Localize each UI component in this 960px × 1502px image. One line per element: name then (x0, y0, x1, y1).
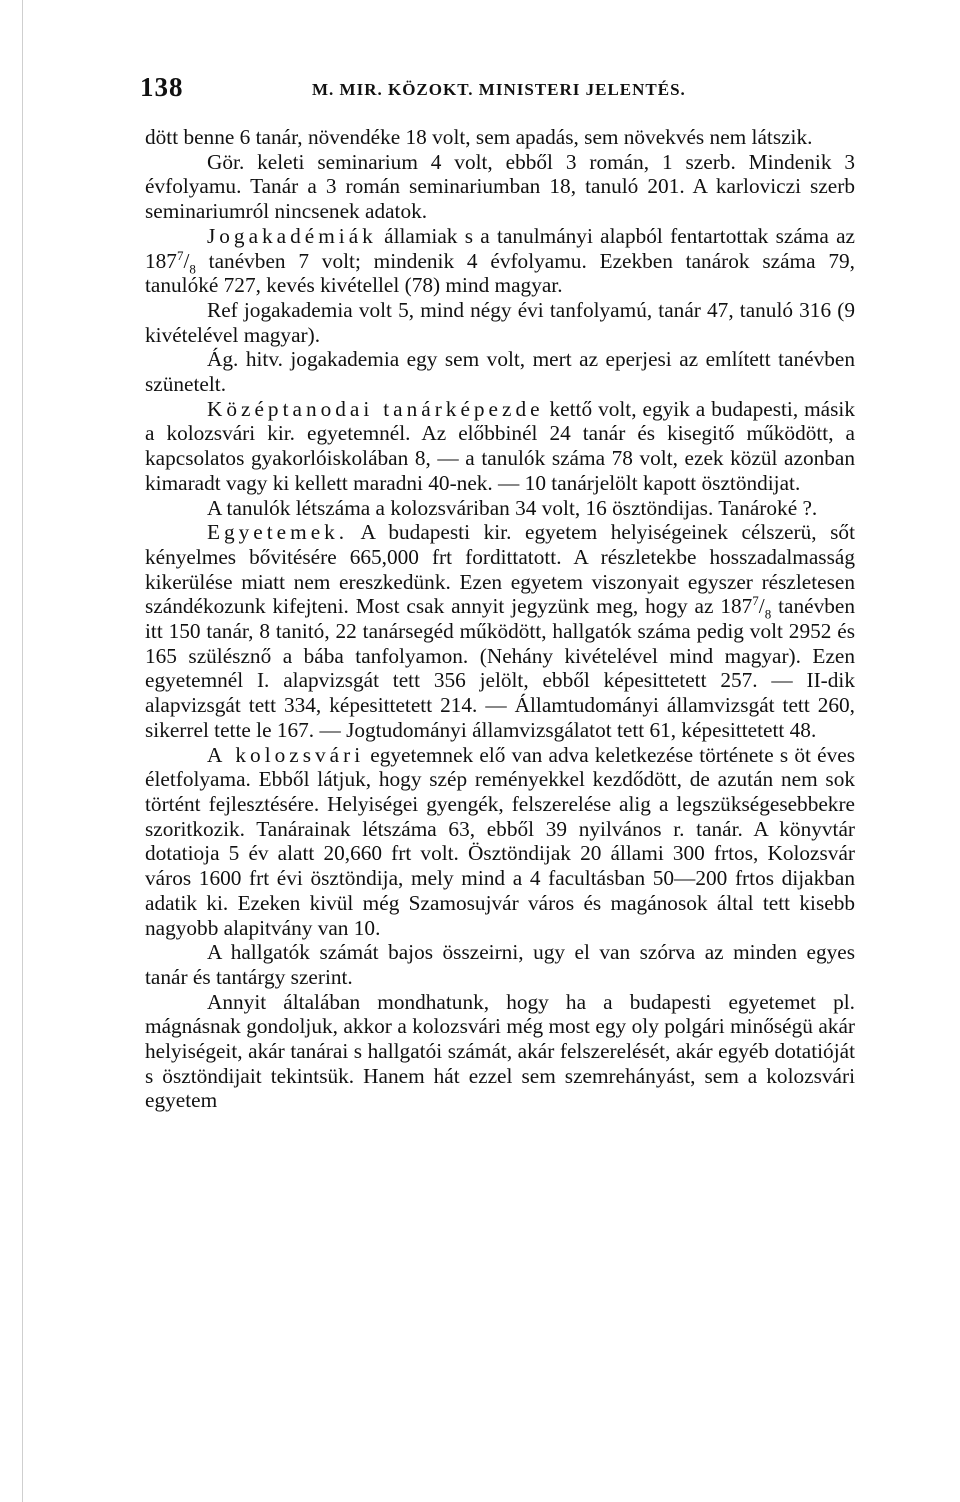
page-edge-line (22, 0, 23, 1502)
section-heading-spaced: Középtanodai tanárképezde (207, 396, 544, 421)
paragraph-p1 (145, 125, 855, 150)
text-segment: A budapesti kir. egyetem helyiségeinek célszerü, sőt kényelmes bővitésére 665,000 frt fordittatott. A részletekbe hosszadalmasság kikerülése miatt nem ereszkedünk. Ezen egyetem viszonyait egyszer részletesen szándékozunk kifejteni. Most csak annyit jegyzünk meg, hogy az 187 (145, 520, 855, 619)
text-segment: tanévben itt 150 tanár, 8 tanitó, 22 tanársegéd működött, hallgatók száma pedig volt 2952 és 165 szülésznő a bába tanfolyamon. (Nehány kivételével mind magyar). Ezen egyetemnél I. alapvizsgát tett 356 jelölt, ebből képesittetett 257. — II-dik alapvizsgát tett 334, képesittetett 214. — Államtudományi államvizsgát tett 260, sikerrel tette le 167. — Jogtudományi államvizsgálatot tett 61, képesittetett 48. (145, 594, 855, 742)
paragraph-p8 (145, 520, 855, 742)
text-segment: / (758, 594, 765, 619)
paragraph-p5 (145, 347, 855, 396)
paragraph-p10 (145, 940, 855, 989)
paragraph-p4 (145, 298, 855, 347)
paragraph-p11 (145, 990, 855, 1114)
text-segment: Annyit általában mondhatunk, hogy ha a budapesti egyetemet pl. mágnásnak gondoljuk, akkor a kolozsvári még most egy oly polgári minőségü akár helyiségeit, akár tanárai s hallgatói számát, akár felszerelését, akár egyéb dotatióját s ösztöndijait tekintsük. Hanem hát ezzel sem szemrehányást, sem a kolozsvári egyetem (145, 989, 855, 1113)
section-heading-spaced: A kolozsvári (207, 742, 365, 767)
running-head: M. MIR. KÖZOKT. MINISTERI JELENTÉS. (312, 80, 686, 99)
paragraph-p9 (145, 743, 855, 941)
text-segment: dött benne 6 tanár, növendéke 18 volt, sem apadás, sem növekvés nem látszik. (145, 125, 813, 149)
text-segment: államiak s a tanulmányi alapból fentartottak száma az 187 (145, 223, 855, 273)
fraction-numerator: 7 (176, 247, 184, 263)
text-segment: Gör. keleti seminarium 4 volt, ebből 3 román, 1 szerb. Mindenik 3 évfolyamu. Tanár a 3 román seminariumban 18, tanuló 201. A karloviczi szerb seminariumról nincsenek adatok. (145, 149, 855, 224)
paragraph-p6 (145, 397, 855, 496)
text-segment: / (183, 248, 190, 273)
body-text (145, 125, 855, 1113)
section-heading-spaced: Jogakadémiák (207, 223, 377, 248)
paragraph-p2 (145, 150, 855, 224)
text-segment: Ág. hitv. jogakademia egy sem volt, mert az eperjesi az említett tanévben szünetelt. (145, 347, 855, 397)
text-segment: A hallgatók számát bajos összeirni, ugy el van szórva az minden egyes tanár és tantárgy szerint. (145, 940, 855, 989)
fraction-denominator: 8 (764, 606, 772, 622)
page-header (140, 72, 860, 112)
paragraph-p7 (145, 496, 855, 521)
text-segment: Ref jogakademia volt 5, mind négy évi tanfolyamú, tanár 47, tanuló 316 (9 kivételével magyar). (145, 297, 855, 347)
section-heading-spaced: Egyetemek. (207, 520, 349, 545)
paragraph-p3 (145, 224, 855, 298)
page-number: 138 (140, 72, 184, 102)
text-segment: kettő volt, egyik a budapesti, másik a kolozsvári kir. egyetemnél. Az előbbinél 24 tanár és kisegitő működött, a kapcsolatos gyakorlóiskolában 8, — a tanulók száma 78 volt, ezek közül azonban kimaradt vagy ki kellett maradni 40-nek. — 10 tanárjelölt kapott ösztöndijat. (145, 396, 855, 495)
text-segment: tanévben 7 volt; mindenik 4 évfolyamu. Ezekben tanárok száma 79, tanulóké 727, kevés kivétellel (78) mind magyar. (145, 248, 855, 298)
text-segment: A tanulók létszáma a kolozsváriban 34 volt, 16 ösztöndijas. Tanároké ?. (207, 495, 818, 520)
text-segment: egyetemnek elő van adva keletkezése története s öt éves életfolyama. Ebből látjuk, hogy szép reményekkel kezdődött, de azután nem sok történt fejlesztésére. Helyiségei gyengék, felszerelése alig a legszükségesebbekre szoritkozik. Tanárainak létszáma 63, ebből 39 nyilvános r. tanár. A könyvtár dotatioja 5 év alatt 20,660 frt volt. Ösztöndijak 20 állami 300 frtos, Kolozsvár város 1600 frt évi ösztöndija, mely mind a 4 facultásban 50—200 frtos dijakban adatik ki. Ezeken kivül még Szamosujvár város és magánosok által tett kisebb nagyobb alapitvány van 10. (145, 742, 855, 940)
fraction-denominator: 8 (189, 260, 196, 276)
fraction-numerator: 7 (752, 593, 759, 609)
